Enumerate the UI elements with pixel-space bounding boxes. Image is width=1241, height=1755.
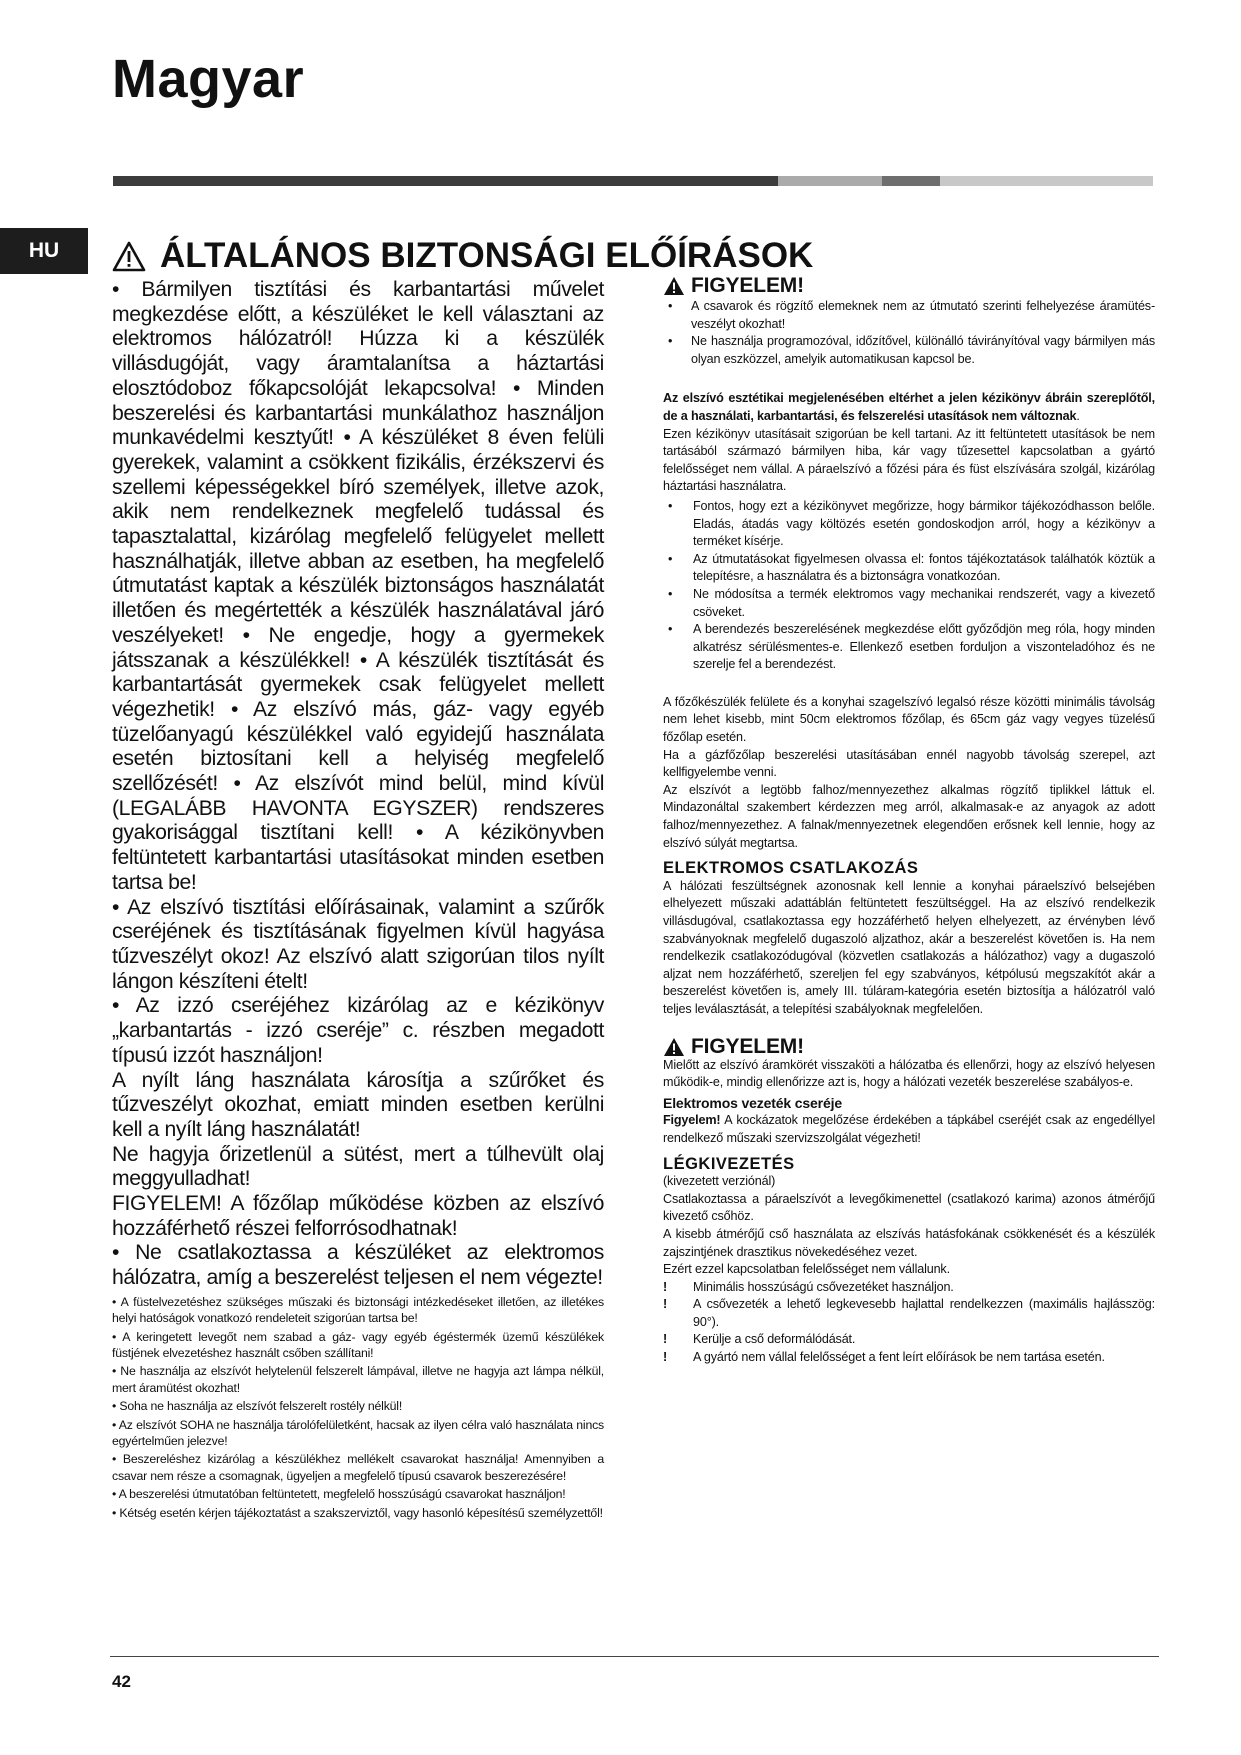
header-bar-light: [778, 176, 882, 186]
header-bar-mid: [882, 176, 940, 186]
list-item: • A füstelvezetéshez szükséges műszaki és biztonsági intézkedéseket illetően, az illetékes helyi hatóságok vonatkozó rendeleteit szigorúan tartsa be!: [112, 1294, 604, 1326]
list-item: • A berendezés beszerelésének megkezdése előtt győződjön meg róla, hogy minden alkatrész sérülésmentes-e. Ellenkező esetben forduljon a viszonteladóhoz és ne szerelje fel a berendezést.: [663, 621, 1155, 674]
duct-paragraph: A kisebb átmérőjű cső használata az elszívás hatásfokának csökkenését és a készülék zajszintjének drasztikus növekedéséhez vezet.: [663, 1226, 1155, 1259]
list-item: • Ne módosítsa a termék elektromos vagy mechanikai rendszerét, vagy a kivezető csöveket.: [663, 586, 1155, 621]
warning-heading-text: FIGYELEM!: [691, 274, 804, 298]
list-item: • A csavarok és rögzítő elemeknek nem az útmutató szerinti felhelyezése áramütés-veszélyt okozhat!: [663, 298, 1155, 333]
warning-list: [663, 298, 1155, 368]
distance-paragraph: Az elszívót a legtöbb falhoz/mennyezethez alkalmas rögzítő tiplikkel láttuk el. Mindazonáltal szakembert kérdezzen meg arról, alkalmasak-e az anyagok az adott falhoz/mennyezethez. A falnak/mennyezetnek elegendően erősnek kell lennie, hogy az elszívó súlyát megtartsa.: [663, 782, 1155, 850]
distance-paragraph: A főzőkészülék felülete és a konyhai szagelszívó legalsó része közötti minimális távolság nem lehet kisebb, mint 50cm elektromos főzőlap, és 65cm gáz vagy vegyes tüzelésű főzőlap esetén.: [663, 694, 1155, 745]
safety-paragraph: A nyílt láng használata károsítja a szűrőket és tűzveszélyt okozhat, emiatt minden esetben kerülni kell a nyílt láng használatát!: [112, 1068, 604, 1141]
warning-heading: [663, 276, 1155, 296]
cable-body: A kockázatok megelőzése érdekében a tápkábel cseréjét csak az engedéllyel rendelkező műszaki szervizszolgálat végezheti!: [663, 1113, 1155, 1145]
safety-paragraph: • Ne csatlakoztassa a készüléket az elektromos hálózatra, amíg a beszerelést teljesen el nem végezte!: [112, 1241, 604, 1290]
duct-paragraph: Csatlakoztassa a páraelszívót a levegőkimenettel (csatlakozó karima) azonos átmérőjű kivezető csőhöz.: [663, 1191, 1155, 1224]
left-column: [112, 278, 604, 1523]
safety-paragraph: FIGYELEM! A főzőlap működése közben az elszívó hozzáférhető részei felforrósodhatnak!: [112, 1192, 604, 1240]
language-title: Magyar: [112, 49, 305, 109]
warning-heading: [663, 1034, 1155, 1058]
list-item: ! Kerülje a cső deformálódását.: [663, 1331, 1155, 1349]
electrical-text: A hálózati feszültségnek azonosnak kell lennie a konyhai páraelszívó belsejében elhelyezett műszaki adattáblán feltüntetett feszültséggel. Ha az elszívó rendelkezik villásdugóval, csatlakoztassa egy hozzáférhető helyen elhelyezett, az érvényben lévő szabványoknak megfelelő dugaszoló aljzathoz, akár a beszerelést követően is. Ha nem rendelkezik csatlakozódugóval (közvetlen csatlakozás a hálózathoz) vagy a dugaszoló aljzat nem hozzáférhető, szereljen fel egy szabványos, kétpólusú megszakítót akár a beszerelést követően is, amely III. túláram-kategória esetén biztosítja a hálózatról való teljes leválasztását, a telepítési szabályoknak megfelelően.: [663, 878, 1155, 1016]
header-bar-dark: [113, 176, 778, 186]
warning-filled-icon: [663, 1037, 685, 1057]
section-title: [112, 236, 813, 276]
aesthetic-note-bold: Az elszívó esztétikai megjelenésében eltérhet a jelen kézikönyv ábráin szereplőtől, de a használati, karbantartási, és felszerelési utasítások nem változnak: [663, 391, 1155, 423]
list-item: • Kétség esetén kérjen tájékoztatást a szakszerviztől, vagy hasonló képesítésű személyzettől!: [112, 1505, 603, 1520]
warning-heading-text: FIGYELEM!: [691, 1034, 804, 1058]
right-column: [663, 276, 1155, 1367]
duct-paragraph: Ezért ezzel kapcsolatban felelősséget nem vállalunk.: [663, 1262, 950, 1277]
page-number: 42: [112, 1672, 131, 1691]
footer-divider: [110, 1656, 1159, 1657]
cable-text: [663, 1112, 1155, 1147]
list-item: • Fontos, hogy ezt a kézikönyvet megőrizze, hogy bármikor tájékozódhasson belőle. Eladás, átadás vagy költözés esetén gondoskodjon arról, hogy a kézikönyv a terméket kísérje.: [663, 498, 1155, 551]
list-item: • Beszereléshez kizárólag a készülékhez mellékelt csavarokat használja! Amennyiben a csavar nem része a csomagnak, ügyeljen a megfelelő típusú csavarok beszerezésére!: [112, 1452, 604, 1483]
cable-heading: Elektromos vezeték cseréje: [663, 1094, 842, 1111]
warning-filled-icon: [663, 276, 685, 296]
list-item: • Ne használja programozóval, időzítővel, különálló távirányítóval vagy bármilyen más olyan eszközzel, amelyik automatikusan kapcsol be.: [663, 333, 1155, 368]
warning-text: Mielőtt az elszívó áramkörét visszaköti a hálózatba és ellenőrzi, hogy az elszívó helyesen működik-e, mindig ellenőrizze azt is, hogy a hálózati vezeték beszerelése szabályos-e.: [663, 1057, 1155, 1090]
distance-paragraph: Ha a gázfőzőlap beszerelési utasításában ennél nagyobb távolság szerepel, azt kellfigyelembe venni.: [663, 747, 1155, 780]
section-title-text: ÁLTALÁNOS BIZTONSÁGI ELŐÍRÁSOK: [160, 236, 814, 275]
safety-paragraph: • Bármilyen tisztítási és karbantartási művelet megkezdése előtt, a készüléket le kell választani az elektromos hálózatról! Húzza ki a készülék villásdugóját, vagy áramtalanítsa a háztartási elosztódoboz főkapcsolóját lekapcsolva! • Minden beszerelési és karbantartási munkálathoz használjon munkavédelmi kesztyűt! • A készüléket 8 éven felüli gyerekek, valamint a csökkent fizikális, érzékszervi és szellemi képességekkel bíró személyek, illetve azok, akik nem rendelkeznek megfelelő tudással és tapasztalattal, kizárólag megfelelő felügyelet mellett használhatják, illetve abban az esetben, ha megfelelő útmutatást kaptak a készülék biztonságos használatát illetően és megértették a készülék használatával járó veszélyeket! • Ne engedje, hogy a gyermekek játsszanak a készülékkel! • A készülék tisztítását és karbantartását gyermekek csak felügyelet mellett végezhetik! • Az elszívó más, gáz- vagy egyéb tüzelőanyagú készülékkel való egyidejű használata esetén biztosítani kell a helyiség megfelelő szellőzését! • Az elszívót mind belül, mind kívül (LEGALÁBB HAVONTA EGYSZER) rendszeres gyakorisággal tisztítani kell! • A kézikönyvben feltüntetett karbantartási utasításokat minden esetben tartsa be!: [112, 278, 604, 894]
duct-subtitle: (kivezetett verziónál): [663, 1174, 776, 1189]
safety-paragraph: Ne hagyja őrizetlenül a sütést, mert a túlhevült olaj meggyulladhat!: [112, 1142, 604, 1191]
duct-heading: LÉGKIVEZETÉS: [663, 1154, 795, 1173]
small-safety-list: [112, 1294, 604, 1521]
header-bar-pale: [940, 176, 1153, 186]
list-item: ! A gyártó nem vállal felelősséget a fent leírt előírások be nem tartása esetén.: [663, 1349, 1155, 1367]
manual-intro: Ezen kézikönyv utasításait szigorúan be kell tartani. Az itt feltüntetett utasítások be nem tartásából származó bármilyen hiba, kár vagy tűzesettel kapcsolatban a gyártó felelősséget nem vállal. A páraelszívó a főzési pára és füst elszívására szolgál, kizárólag háztartási használatra.: [663, 426, 1155, 494]
list-item: ! Minimális hosszúságú csővezetéket használjon.: [663, 1279, 1155, 1297]
cable-lead: Figyelem!: [663, 1113, 721, 1128]
list-item: • Soha ne használja az elszívót felszerelt rostély nélkül!: [112, 1399, 403, 1414]
list-item: • Az elszívót SOHA ne használja tárolófelületként, hacsak az ilyen célra való használata nincs egyértelműen jelezve!: [112, 1417, 604, 1449]
language-tab: HU: [0, 228, 88, 274]
list-item: • Az útmutatásokat figyelmesen olvassa el: fontos tájékoztatások találhatók köztük a telepítésre, a használatra és a biztonságra vonatkozóan.: [663, 551, 1155, 586]
safety-paragraph: • Az izzó cseréjéhez kizárólag az e kézikönyv „karbantartás - izzó cseréje” c. részben megadott típusú izzót használjon!: [112, 994, 604, 1067]
electrical-heading: ELEKTROMOS CSATLAKOZÁS: [663, 859, 919, 878]
warning-triangle-icon: [112, 241, 146, 272]
manual-list: [663, 498, 1155, 674]
list-item: • A keringetett levegőt nem szabad a gáz- vagy egyéb égéstermék üzemű készülékek füstjének elvezetéshez használt csőben szállítani!: [112, 1329, 604, 1361]
list-item: ! A csővezeték a lehető legkevesebb hajlattal rendelkezzen (maximális hajlásszög: 90°).: [663, 1296, 1155, 1331]
aesthetic-note: [663, 390, 1155, 425]
aesthetic-note-end: .: [1076, 408, 1080, 423]
list-item: • Ne használja az elszívót helytelenül felszerelt lámpával, illetve ne hagyja azt lámpa nélkül, mert áramütést okozhat!: [112, 1364, 604, 1395]
safety-paragraph: • Az elszívó tisztítási előírásainak, valamint a szűrők cseréjének és tisztításának figyelmen kívül hagyása tűzveszélyt okoz! Az elszívó alatt szigorúan tilos nyílt lángon készíteni ételt!: [112, 895, 604, 993]
duct-list: [663, 1279, 1155, 1367]
list-item: • A beszerelési útmutatóban feltüntetett, megfelelő hosszúságú csavarokat használjon!: [112, 1487, 566, 1502]
